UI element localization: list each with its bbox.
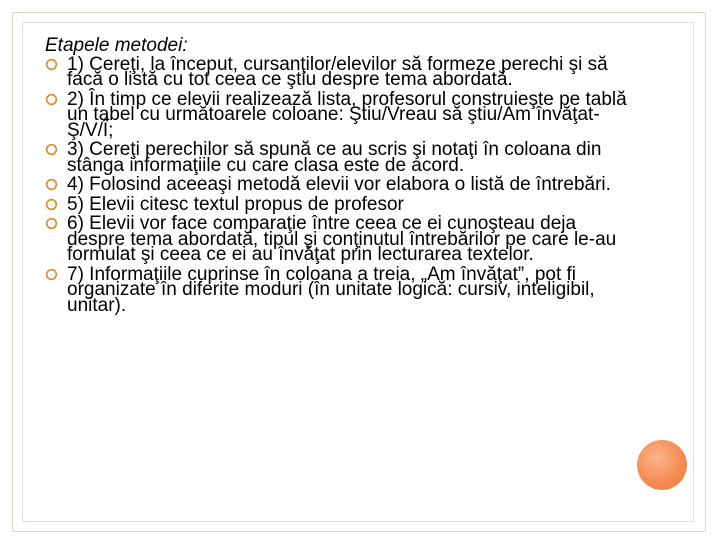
slide-heading: Etapele metodei: [45, 35, 188, 56]
hollow-ring-icon [45, 143, 58, 156]
hollow-ring-icon [45, 178, 58, 191]
list-item [45, 88, 635, 141]
decorative-circle-ring [629, 432, 693, 496]
list-item-text: 7) Informaţiile cuprinse în coloana a treia, „Am învăţat”, pot fi organizate în diferite moduri (în unitate logică: cursiv, inteligibil, unitar). [67, 263, 595, 316]
list-item [45, 213, 635, 265]
hollow-ring-icon [45, 217, 58, 230]
list-item [45, 193, 635, 215]
slide-content [45, 35, 635, 317]
hollow-ring-icon [45, 198, 58, 211]
list-item-text: 1) Cereţi, la început, cursanţilor/elevilor să formeze perechi şi să facă o listă cu tot ceea ce ştiu despre tema abordată. [67, 53, 608, 90]
list-item-text: 5) Elevii citesc textul propus de profesor [67, 193, 404, 215]
hollow-ring-icon [45, 58, 58, 71]
list-item-text: 6) Elevii vor face comparaţie între ceea ce ei cunoşteau deja despre tema abordată, tipul şi conţinutul întrebărilor pe care le-au formulat şi ceea ce ei au învăţat prin lecturarea textelor. [67, 213, 617, 265]
list-item [45, 53, 635, 90]
list-item [45, 139, 635, 176]
list-item [45, 174, 635, 195]
hollow-ring-icon [45, 93, 58, 106]
list-item-text: 3) Cereţi perechilor să spună ce au scris şi notaţi în coloana din stânga informaţiile cu care clasa este de acord. [67, 139, 602, 176]
list-item-text: 2) În timp ce elevii realizează lista, profesorul construieşte pe tablă un tabel cu următoarele coloane: Ştiu/Vreau să ştiu/Am învăţat-Ş/V/Î; [67, 88, 627, 141]
list-item [45, 263, 635, 316]
steps-list [45, 53, 635, 316]
hollow-ring-icon [45, 268, 58, 281]
list-item-text: 4) Folosind aceeaşi metodă elevii vor elabora o listă de întrebări. [67, 174, 611, 195]
